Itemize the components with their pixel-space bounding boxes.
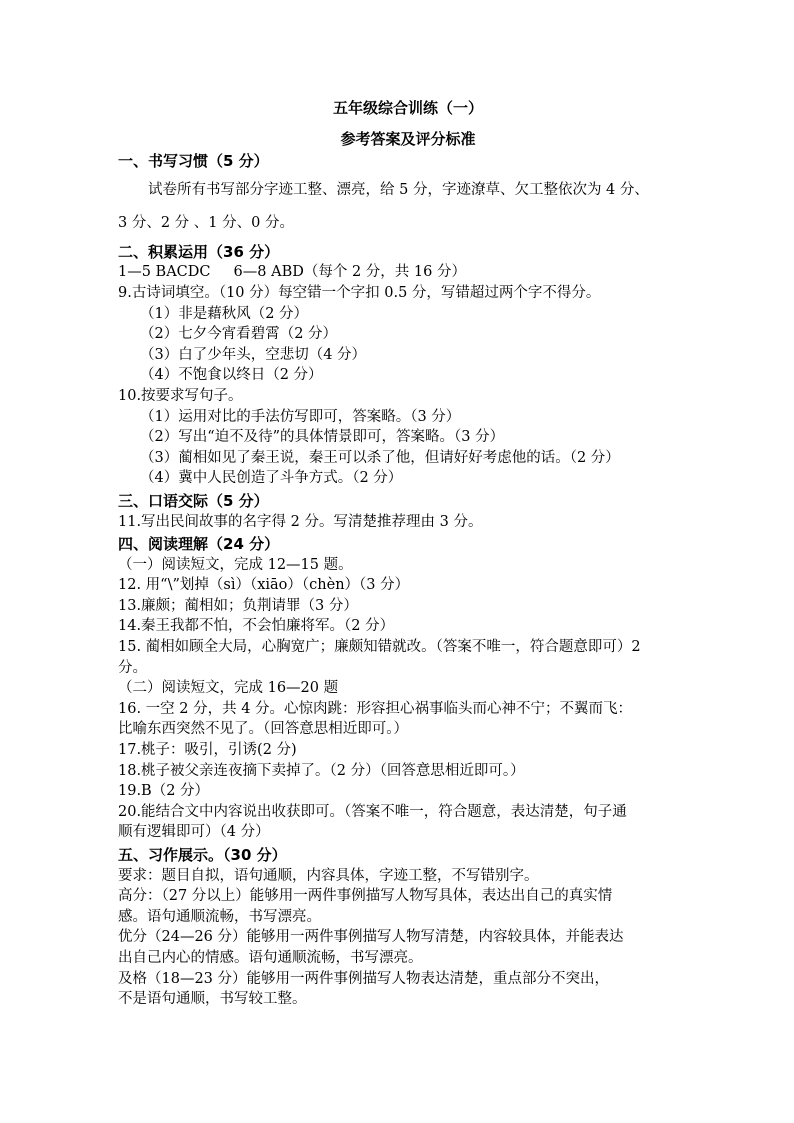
writing-requirement: 要求：题目自拟，语句通顺，内容具体，字迹工整，不写错别字。	[118, 867, 539, 884]
q20-text-1: 20.能结合文中内容说出收获即可。（答案不唯一，符合题意，表达清楚，句子通	[118, 803, 627, 820]
grade-high-1: 高分：（27 分以上）能够用一两件事例描写人物写具体，表达出自己的真实情	[118, 888, 613, 905]
q14-text: 14.秦王我都不怕，不会怕廉将军。（2 分）	[118, 618, 395, 635]
grade-pass-1: 及格（18—23 分）能够用一两件事例描写人物表达清楚，重点部分不突出，	[118, 970, 610, 987]
q16-text-1: 16. 一空 2 分，共 4 分。心惊肉跳：形容担心祸事临头而心神不宁；不翼而飞：	[118, 700, 633, 717]
grade-high-2: 感。语句通顺流畅，书写漂亮。	[118, 908, 321, 925]
q13-text: 13.廉颇；蔺相如；负荆请罪（3 分）	[118, 597, 358, 614]
grade-pass-2: 不是语句通顺，书写较工整。	[118, 991, 307, 1008]
part-2-label: （二）阅读短文，完成 16—20 题	[118, 680, 339, 697]
q12-text: 12. 用“\”划掉（sì）（xiāo）（chèn）（3 分）	[118, 577, 410, 594]
section-2-heading: 二、积累运用（36 分）	[118, 242, 280, 261]
q20-text-2: 顺有逻辑即可）（4 分）	[118, 824, 270, 841]
q9-item: （4）不饱食以终日（2 分）	[140, 367, 323, 384]
q10-item: （2）写出“迫不及待”的具体情景即可，答案略。（3 分）	[140, 429, 505, 446]
q10-text: 10.按要求写句子。	[118, 387, 243, 404]
q16-text-2: 比喻东西突然不见了。（回答意思相近即可。）	[118, 721, 408, 738]
q15-text-2: 分。	[118, 659, 147, 676]
document-page	[118, 98, 698, 1010]
q9-item: （2）七夕今宵看碧霄（2 分）	[140, 326, 338, 343]
q10-item: （1）运用对比的手法仿写即可，答案略。（3 分）	[140, 408, 461, 425]
q10-item: （3）蔺相如见了秦王说，秦王可以杀了他，但请好好考虑他的话。（2 分）	[140, 449, 620, 466]
q9-text: 9.古诗词填空。（10 分）每空错一个字扣 0.5 分，写错超过两个字不得分。	[118, 284, 601, 301]
grade-good-1: 优分（24—26 分）能够用一两件事例描写人物写清楚，内容较具体，并能表达	[118, 929, 624, 946]
q18-text: 18.桃子被父亲连夜摘下卖掉了。（2 分）（回答意思相近即可。）	[118, 762, 525, 779]
document-title: 五年级综合训练（一）	[332, 99, 483, 117]
q10-item: （4）冀中人民创造了斗争方式。（2 分）	[140, 470, 403, 487]
section-1-heading: 一、书写习惯（5 分）	[118, 152, 269, 171]
q19-text: 19.B（2 分）	[118, 783, 210, 800]
s1-text-2: 3 分、2 分 、1 分、0 分。	[118, 214, 294, 231]
q9-item: （3）白了少年头，空悲切（4 分）	[140, 346, 367, 363]
q17-text: 17.桃子：吸引，引诱(2 分)	[118, 742, 297, 759]
section-5-heading: 五、习作展示。（30 分）	[118, 846, 287, 864]
section-4-heading: 四、阅读理解（24 分）	[118, 535, 280, 554]
q15-text-1: 15. 蔺相如顾全大局，心胸宽广；廉颇知错就改。（答案不唯一，符合题意即可）2	[118, 639, 641, 656]
q11-text: 11.写出民间故事的名字得 2 分。写清楚推荐理由 3 分。	[118, 513, 483, 530]
s2-line-1: 1—5 BACDC 6—8 ABD（每个 2 分，共 16 分）	[118, 264, 466, 281]
section-3-heading: 三、口语交际（5 分）	[118, 491, 269, 510]
document-subtitle: 参考答案及评分标准	[340, 129, 476, 148]
grade-good-2: 出自己内心的情感。语句通顺流畅，书写漂亮。	[118, 949, 423, 966]
part-1-label: （一）阅读短文，完成 12—15 题。	[118, 556, 353, 573]
s1-text-1: 试卷所有书写部分字迹工整、漂亮，给 5 分，字迹潦草、欠工整依次为 4 分、	[148, 181, 649, 198]
q9-item: （1）非是藉秋风（2 分）	[140, 305, 309, 322]
